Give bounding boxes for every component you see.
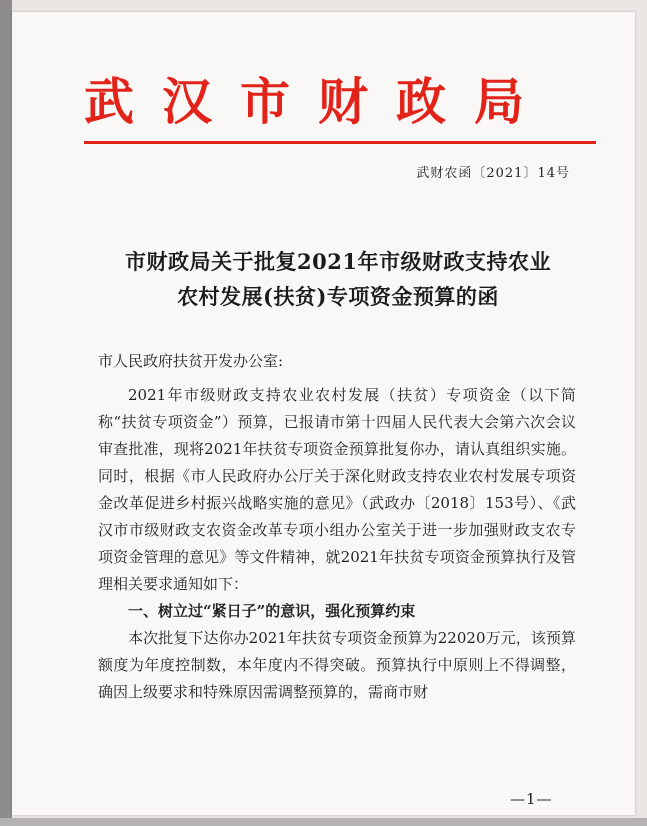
agency-header: 武汉市财政局: [84, 72, 552, 131]
red-separator-line: [84, 141, 596, 144]
document-title: [88, 244, 588, 314]
title-line-2: 农村发展(扶贫)专项资金预算的函: [177, 284, 499, 309]
scan-left-edge: [0, 0, 12, 826]
salutation: 市人民政府扶贫开发办公室:: [98, 352, 284, 370]
paragraph-2: 本次批复下达你办2021年扶贫专项资金预算为22020万元，该预算额度为年度控制数，本年度内不得突破。预算执行中原则上不得调整，确因上级要求和特殊原因需调整预算的，需商市财: [98, 629, 576, 701]
scan-bottom-edge: [0, 818, 647, 826]
title-line-1: 市财政局关于批复2021年市级财政支持农业: [125, 249, 551, 274]
page-number: —1—: [510, 790, 553, 808]
paragraph-1: 2021年市级财政支持农业农村发展（扶贫）专项资金（以下简称“扶贫专项资金”）预算，已报请市第十四届人民代表大会第六次会议审查批准，现将2021年扶贫专项资金预算批复你办，请认真组织实施。同时，根据《市人民政府办公厅关于深化财政支持农业农村发展专项资金改革促进乡村振兴战略实施的意见》（武政办〔2018〕153号）、《武汉市市级财政支农资金改革专项小组办公室关于进一步加强财政支农专项资金管理的意见》等文件精神，就2021年扶贫专项资金预算执行及管理相关要求通知如下：: [98, 386, 576, 593]
document-number: 武财农函〔2021〕14号: [416, 166, 570, 181]
section-heading-1: 一、树立过“紧日子”的意识，强化预算约束: [128, 602, 416, 620]
body-text: [98, 382, 576, 706]
